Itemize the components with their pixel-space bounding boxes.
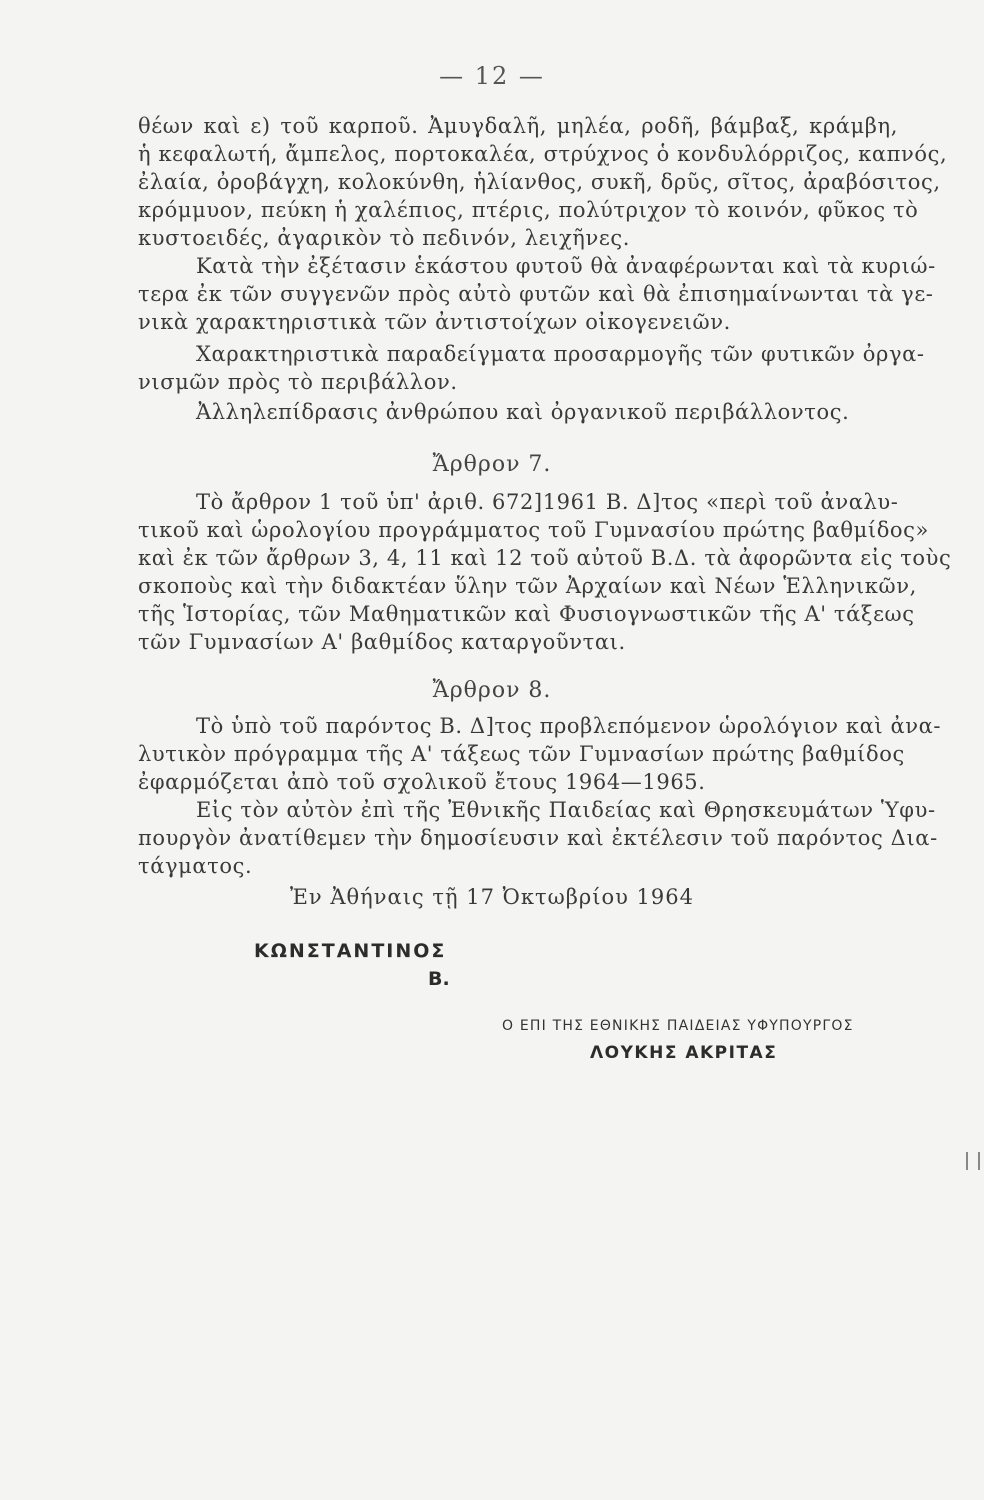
text-line: τάγματος. xyxy=(138,854,253,878)
text-line: ἐλαία, ὀροβάγχη, κολοκύνθη, ἡλίανθος, συκῆ, δρῦς, σῖτος, ἀραβόσιτος, xyxy=(138,170,941,194)
paragraph-interaction xyxy=(138,398,898,426)
signature-king: ΚΩΝΣΤΑΝΤΙΝΟΣ xyxy=(254,940,447,962)
signature-title: Ο ΕΠΙ ΤΗΣ ΕΘΝΙΚΗΣ ΠΑΙΔΕΙΑΣ ΥΦΥΠΟΥΡΓΟΣ xyxy=(502,1018,854,1034)
article-8-text xyxy=(138,712,942,796)
text-line: Χαρακτηριστικὰ παραδείγματα προσαρμογῆς τῶν φυτικῶν ὀργα- xyxy=(196,342,925,366)
article-7-text xyxy=(138,488,952,656)
text-line: λυτικὸν πρόγραμμα τῆς Α' τάξεως τῶν Γυμνασίων πρώτης βαθμίδος xyxy=(138,742,905,766)
text-line: κρόμμυον, πεύκη ἡ χαλέπιος, πτέρις, πολύτριχον τὸ κοινόν, φῦκος τὸ xyxy=(138,198,919,222)
text-line: νισμῶν πρὸς τὸ περιβάλλον. xyxy=(138,370,458,394)
edge-mark xyxy=(966,1152,980,1170)
text-line: τῶν Γυμνασίων Α' βαθμίδος καταργοῦνται. xyxy=(138,630,626,654)
text-line: νικὰ χαρακτηριστικὰ τῶν ἀντιστοίχων οἰκογενειῶν. xyxy=(138,310,731,334)
text-line: τῆς Ἱστορίας, τῶν Μαθηματικῶν καὶ Φυσιογνωστικῶν τῆς Α' τάξεως xyxy=(138,602,915,626)
signature-king-suffix: Β. xyxy=(428,968,450,990)
text-line: ἐφαρμόζεται ἀπὸ τοῦ σχολικοῦ ἔτους 1964—1965. xyxy=(138,770,706,794)
text-line: κυστοειδές, ἀγαρικὸν τὸ πεδινόν, λειχῆνες. xyxy=(138,226,630,250)
text-line: σκοποὺς καὶ τὴν διδακτέαν ὕλην τῶν Ἀρχαίων καὶ Νέων Ἑλληνικῶν, xyxy=(138,574,917,598)
signature-minister: ΛΟΥΚΗΣ ΑΚΡΙΤΑΣ xyxy=(590,1043,778,1063)
page-number: — 12 — xyxy=(439,62,545,90)
text-line: Τὸ ἄρθρον 1 τοῦ ὑπ' ἀριθ. 672]1961 Β. Δ]τος «περὶ τοῦ ἀναλυ- xyxy=(196,490,899,514)
paragraph-plant-list xyxy=(138,112,948,252)
text-line: τικοῦ καὶ ὡρολογίου προγράμματος τοῦ Γυμνασίου πρώτης βαθμίδος» xyxy=(138,518,929,542)
text-line: Ἀλληλεπίδρασις ἀνθρώπου καὶ ὀργανικοῦ περιβάλλοντος. xyxy=(196,400,850,424)
text-line: ἡ κεφαλωτή, ἄμπελος, πορτοκαλέα, στρύχνος ὁ κονδυλόρριζος, καπνός, xyxy=(138,142,948,166)
text-line: θέων καὶ ε) τοῦ καρποῦ. Ἀμυγδαλῆ, μηλέα, ροδῆ, βάμβαξ, κράμβη, xyxy=(138,114,898,138)
date-line: Ἐν Ἀθήναις τῇ 17 Ὀκτωβρίου 1964 xyxy=(290,885,694,909)
text-line: Εἰς τὸν αὐτὸν ἐπὶ τῆς Ἐθνικῆς Παιδείας καὶ Θρησκευμάτων Ὑφυ- xyxy=(196,798,936,822)
text-line: Τὸ ὑπὸ τοῦ παρόντος Β. Δ]τος προβλεπόμενον ὡρολόγιον καὶ ἀνα- xyxy=(196,714,942,738)
text-line: καὶ ἐκ τῶν ἄρθρων 3, 4, 11 καὶ 12 τοῦ αὐτοῦ Β.Δ. τὰ ἀφορῶντα εἰς τοὺς xyxy=(138,546,952,570)
paragraph-plant-examination xyxy=(138,252,936,336)
paragraph-adaptation xyxy=(138,340,925,396)
text-line: Κατὰ τὴν ἐξέτασιν ἑκάστου φυτοῦ θὰ ἀναφέρωνται καὶ τὰ κυριώ- xyxy=(196,254,936,278)
article-8-heading: Ἄρθρον 8. xyxy=(432,678,552,703)
article-8-assignment xyxy=(138,796,938,880)
text-line: τερα ἐκ τῶν συγγενῶν πρὸς αὐτὸ φυτῶν καὶ θὰ ἐπισημαίνωνται τὰ γε- xyxy=(138,282,934,306)
article-7-heading: Ἄρθρον 7. xyxy=(432,452,552,477)
text-line: πουργὸν ἀνατίθεμεν τὴν δημοσίευσιν καὶ ἐκτέλεσιν τοῦ παρόντος Δια- xyxy=(138,826,938,850)
